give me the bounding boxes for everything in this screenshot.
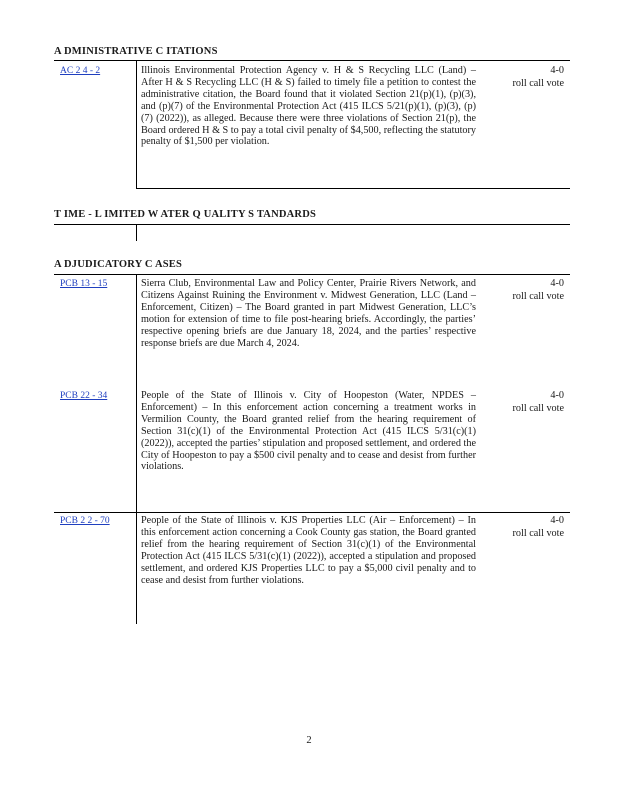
section-divider [54,224,570,225]
vote-count: 4-0 [550,65,564,76]
section-title-time-limited-water-quality-standards: T IME - L IMITED W ATER Q UALITY S TANDARDS [54,209,317,220]
column-divider [136,224,137,241]
page-number: 2 [306,735,312,746]
case-description-pcb-22-70: People of the State of Illinois v. KJS Properties LLC (Air – Enforcement) – In this enforcement action concerning a Cook County gas station, the Board granted relief from the hearing requirement of Section 31(c)(1) of the Environmental Protection Act (415 ILCS 5/31(c)(1) (2022)), accepted a stipulation and proposed settlement, and ordered KJS Properties LLC to pay a $5,000 civil penalty and to cease and desist from further violations. [141,515,476,586]
vote-type: roll call vote [512,402,564,414]
vote-type: roll call vote [512,77,564,89]
column-divider [136,274,137,624]
case-description-pcb-22-34: People of the State of Illinois v. City of Hoopeston (Water, NPDES – Enforcement) – In this enforcement action concerning a treatment works in Vermilion County, the Board granted relief from the hearing requirement of Section 31(c)(1) of the Environmental Protection Act (415 ILCS 5/31(c)(1) (2022)), accepted the parties’ stipulation and proposed settlement, and ordered the City of Hoopeston to pay a $500 civil penalty and to cease and desist from further violations. [141,390,476,473]
case-description-ac-24-2: Illinois Environmental Protection Agency v. H & S Recycling LLC (Land) – After H & S Recycling LLC (H & S) failed to timely file a petition to contest the administrative citation, the Board found that it violated Section 21(p)(1), (p)(3), and (p)(7) of the Environmental Protection Act (415 ILCS 5/21(p)(1), (p)(3), (p)(7) (2022)), as alleged. Because there were three violations of Section 21(p), the Board ordered H & S to pay a total civil penalty of $4,500, reflecting the statutory penalty of $1,500 per violation. [141,65,476,148]
section-divider [54,274,570,275]
vote-pcb-22-70 [498,515,564,540]
vote-count: 4-0 [550,390,564,401]
vote-count: 4-0 [550,515,564,526]
case-link-pcb-22-70[interactable]: PCB 2 2 - 70 [60,516,110,526]
case-description-pcb-13-15: Sierra Club, Environmental Law and Policy Center, Prairie Rivers Network, and Citizens Against Ruining the Environment v. Midwest Generation, LLC (Land – Enforcement, Citizen) – The Board granted in part Midwest Generation, LLC’s motion for extension of time to file post-hearing briefs. Accordingly, the parties’ respective opening briefs are due January 18, 2024, and the parties’ respective response briefs are due March 4, 2024. [141,278,476,349]
case-link-ac-24-2[interactable]: AC 2 4 - 2 [60,66,101,76]
vote-count: 4-0 [550,278,564,289]
case-link-pcb-22-34[interactable]: PCB 22 - 34 [60,391,108,401]
vote-pcb-13-15 [498,278,564,303]
section-title-administrative-citations: A DMINISTRATIVE C ITATIONS [54,46,218,57]
vote-type: roll call vote [512,290,564,302]
row-divider [136,188,570,189]
section-divider [54,60,570,61]
vote-pcb-22-34 [498,390,564,415]
vote-ac-24-2 [498,65,564,90]
row-divider [54,512,570,513]
section-title-adjudicatory-cases: A DJUDICATORY C ASES [54,259,183,270]
case-link-pcb-13-15[interactable]: PCB 13 - 15 [60,279,108,289]
column-divider [136,60,137,188]
vote-type: roll call vote [512,527,564,539]
